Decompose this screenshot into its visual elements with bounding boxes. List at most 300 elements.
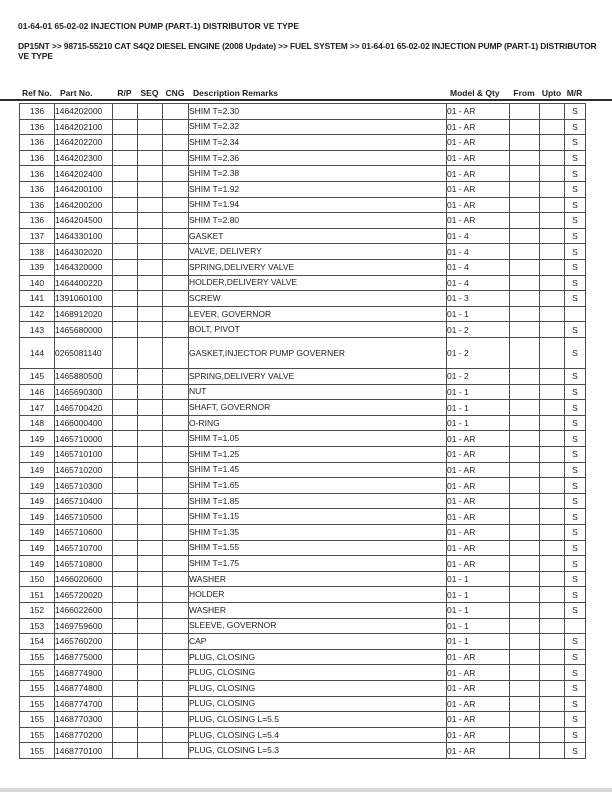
cell-mr: S <box>565 447 586 463</box>
table-row <box>20 275 586 291</box>
cell-from <box>510 649 540 665</box>
cell-upto <box>540 306 565 322</box>
cell-ref-no: 155 <box>20 649 55 665</box>
cell-cng <box>163 104 189 120</box>
cell-part-no: 1466020600 <box>55 571 113 587</box>
cell-part-no: 1468774800 <box>55 680 113 696</box>
cell-cng <box>163 587 189 603</box>
cell-upto <box>540 291 565 307</box>
cell-from <box>510 603 540 619</box>
table-row <box>20 213 586 229</box>
cell-ref-no: 146 <box>20 384 55 400</box>
cell-ref-no: 136 <box>20 119 55 135</box>
cell-cng <box>163 384 189 400</box>
cell-cng <box>163 478 189 494</box>
cell-model-qty: 01 - AR <box>447 665 510 681</box>
cell-seq <box>138 322 163 338</box>
cell-model-qty: 01 - 1 <box>447 634 510 650</box>
cell-cng <box>163 603 189 619</box>
cell-seq <box>138 244 163 260</box>
cell-seq <box>138 259 163 275</box>
cell-from <box>510 181 540 197</box>
cell-model-qty: 01 - 1 <box>447 571 510 587</box>
cell-part-no: 1465710700 <box>55 540 113 556</box>
column-header-rp: R/P <box>117 88 132 98</box>
cell-cng <box>163 556 189 572</box>
cell-seq <box>138 306 163 322</box>
column-header-cng: CNG <box>165 88 185 98</box>
cell-rp <box>113 135 138 151</box>
cell-part-no: 1464302020 <box>55 244 113 260</box>
cell-mr: S <box>565 291 586 307</box>
cell-cng <box>163 322 189 338</box>
table-row <box>20 244 586 260</box>
cell-upto <box>540 696 565 712</box>
cell-mr: S <box>565 104 586 120</box>
cell-rp <box>113 680 138 696</box>
cell-mr: S <box>565 166 586 182</box>
cell-seq <box>138 228 163 244</box>
cell-ref-no: 154 <box>20 634 55 650</box>
cell-part-no: 1465710200 <box>55 462 113 478</box>
cell-part-no: 1465880500 <box>55 369 113 385</box>
cell-description-remarks: HOLDER <box>189 587 447 603</box>
cell-rp <box>113 712 138 728</box>
cell-mr: S <box>565 696 586 712</box>
cell-upto <box>540 150 565 166</box>
cell-description-remarks: SHIM T=1.92 <box>189 181 447 197</box>
table-row <box>20 634 586 650</box>
cell-seq <box>138 727 163 743</box>
cell-ref-no: 136 <box>20 213 55 229</box>
cell-from <box>510 540 540 556</box>
cell-ref-no: 141 <box>20 291 55 307</box>
cell-part-no: 1465710000 <box>55 431 113 447</box>
cell-cng <box>163 540 189 556</box>
cell-model-qty: 01 - 4 <box>447 228 510 244</box>
cell-seq <box>138 525 163 541</box>
cell-seq <box>138 712 163 728</box>
table-row <box>20 696 586 712</box>
cell-upto <box>540 618 565 634</box>
cell-from <box>510 197 540 213</box>
cell-from <box>510 166 540 182</box>
cell-upto <box>540 384 565 400</box>
cell-from <box>510 696 540 712</box>
cell-cng <box>163 119 189 135</box>
table-row <box>20 166 586 182</box>
cell-upto <box>540 727 565 743</box>
cell-model-qty: 01 - 1 <box>447 587 510 603</box>
table-row <box>20 618 586 634</box>
cell-rp <box>113 462 138 478</box>
cell-cng <box>163 509 189 525</box>
table-row <box>20 587 586 603</box>
cell-mr: S <box>565 259 586 275</box>
cell-rp <box>113 634 138 650</box>
cell-model-qty: 01 - 1 <box>447 400 510 416</box>
cell-upto <box>540 259 565 275</box>
cell-from <box>510 384 540 400</box>
table-row <box>20 462 586 478</box>
cell-seq <box>138 150 163 166</box>
cell-part-no: 1464400220 <box>55 275 113 291</box>
cell-from <box>510 447 540 463</box>
cell-rp <box>113 603 138 619</box>
cell-cng <box>163 493 189 509</box>
cell-mr: S <box>565 400 586 416</box>
cell-mr: S <box>565 727 586 743</box>
cell-cng <box>163 150 189 166</box>
cell-model-qty: 01 - 1 <box>447 306 510 322</box>
cell-rp <box>113 213 138 229</box>
column-header-from: From <box>513 88 535 98</box>
cell-part-no: 1465700420 <box>55 400 113 416</box>
cell-description-remarks: SHIM T=1.25 <box>189 447 447 463</box>
table-row <box>20 478 586 494</box>
cell-rp <box>113 525 138 541</box>
cell-from <box>510 244 540 260</box>
cell-rp <box>113 228 138 244</box>
cell-mr: S <box>565 743 586 759</box>
cell-rp <box>113 727 138 743</box>
cell-seq <box>138 509 163 525</box>
cell-upto <box>540 603 565 619</box>
cell-description-remarks: CAP <box>189 634 447 650</box>
cell-model-qty: 01 - AR <box>447 743 510 759</box>
cell-rp <box>113 431 138 447</box>
cell-mr: S <box>565 415 586 431</box>
cell-description-remarks: WASHER <box>189 571 447 587</box>
cell-mr: S <box>565 119 586 135</box>
cell-description-remarks: PLUG, CLOSING L=5.4 <box>189 727 447 743</box>
cell-ref-no: 145 <box>20 369 55 385</box>
cell-part-no: 1464202300 <box>55 150 113 166</box>
cell-description-remarks: SHAFT, GOVERNOR <box>189 400 447 416</box>
cell-part-no: 1468774900 <box>55 665 113 681</box>
cell-ref-no: 136 <box>20 104 55 120</box>
cell-model-qty: 01 - 2 <box>447 369 510 385</box>
cell-rp <box>113 649 138 665</box>
cell-cng <box>163 618 189 634</box>
cell-from <box>510 509 540 525</box>
cell-seq <box>138 743 163 759</box>
cell-description-remarks: O-RING <box>189 415 447 431</box>
cell-mr: S <box>565 462 586 478</box>
cell-from <box>510 400 540 416</box>
cell-cng <box>163 181 189 197</box>
cell-model-qty: 01 - 2 <box>447 337 510 368</box>
cell-mr: S <box>565 275 586 291</box>
cell-cng <box>163 712 189 728</box>
cell-part-no: 1465710600 <box>55 525 113 541</box>
cell-from <box>510 743 540 759</box>
cell-description-remarks: LEVER, GOVERNOR <box>189 306 447 322</box>
table-row <box>20 649 586 665</box>
cell-mr: S <box>565 587 586 603</box>
cell-ref-no: 155 <box>20 727 55 743</box>
cell-upto <box>540 478 565 494</box>
cell-seq <box>138 618 163 634</box>
cell-ref-no: 155 <box>20 743 55 759</box>
cell-ref-no: 149 <box>20 478 55 494</box>
cell-model-qty: 01 - 1 <box>447 384 510 400</box>
table-row <box>20 493 586 509</box>
cell-ref-no: 155 <box>20 696 55 712</box>
cell-rp <box>113 447 138 463</box>
cell-seq <box>138 680 163 696</box>
cell-mr: S <box>565 649 586 665</box>
cell-description-remarks: GASKET <box>189 228 447 244</box>
cell-description-remarks: SHIM T=1.94 <box>189 197 447 213</box>
cell-cng <box>163 337 189 368</box>
cell-description-remarks: HOLDER,DELIVERY VALVE <box>189 275 447 291</box>
table-row <box>20 571 586 587</box>
cell-cng <box>163 306 189 322</box>
cell-mr <box>565 306 586 322</box>
cell-seq <box>138 197 163 213</box>
cell-ref-no: 150 <box>20 571 55 587</box>
cell-part-no: 1464204500 <box>55 213 113 229</box>
cell-part-no: 1469759600 <box>55 618 113 634</box>
cell-rp <box>113 275 138 291</box>
cell-upto <box>540 400 565 416</box>
cell-mr: S <box>565 571 586 587</box>
cell-model-qty: 01 - AR <box>447 197 510 213</box>
cell-rp <box>113 540 138 556</box>
cell-cng <box>163 197 189 213</box>
cell-cng <box>163 415 189 431</box>
breadcrumb: DP15NT >> 98715-55210 CAT S4Q2 DIESEL ENGINE (2008 Update) >> FUEL SYSTEM >> 01-64-01 65-02-02 INJECTION PUMP (PART-1) DISTRIBUTOR VE TYPE <box>18 41 597 62</box>
cell-description-remarks: SHIM T=1.35 <box>189 525 447 541</box>
cell-mr: S <box>565 509 586 525</box>
cell-from <box>510 556 540 572</box>
table-row <box>20 712 586 728</box>
table-row <box>20 291 586 307</box>
cell-model-qty: 01 - AR <box>447 447 510 463</box>
table-row <box>20 727 586 743</box>
cell-description-remarks: PLUG, CLOSING <box>189 696 447 712</box>
cell-upto <box>540 447 565 463</box>
cell-model-qty: 01 - 4 <box>447 259 510 275</box>
cell-from <box>510 228 540 244</box>
cell-rp <box>113 181 138 197</box>
cell-seq <box>138 493 163 509</box>
cell-seq <box>138 478 163 494</box>
cell-mr: S <box>565 181 586 197</box>
cell-ref-no: 143 <box>20 322 55 338</box>
cell-mr: S <box>565 322 586 338</box>
cell-cng <box>163 743 189 759</box>
cell-seq <box>138 696 163 712</box>
cell-cng <box>163 727 189 743</box>
cell-ref-no: 136 <box>20 135 55 151</box>
cell-upto <box>540 369 565 385</box>
cell-ref-no: 142 <box>20 306 55 322</box>
cell-mr: S <box>565 369 586 385</box>
cell-seq <box>138 447 163 463</box>
cell-ref-no: 137 <box>20 228 55 244</box>
cell-upto <box>540 322 565 338</box>
cell-model-qty: 01 - AR <box>447 213 510 229</box>
cell-rp <box>113 244 138 260</box>
cell-rp <box>113 369 138 385</box>
cell-model-qty: 01 - AR <box>447 119 510 135</box>
cell-model-qty: 01 - AR <box>447 150 510 166</box>
cell-part-no: 1464202400 <box>55 166 113 182</box>
cell-ref-no: 139 <box>20 259 55 275</box>
cell-model-qty: 01 - AR <box>447 478 510 494</box>
cell-description-remarks: SHIM T=2.38 <box>189 166 447 182</box>
cell-part-no: 1465710400 <box>55 493 113 509</box>
cell-mr: S <box>565 135 586 151</box>
cell-part-no: 1464202200 <box>55 135 113 151</box>
column-header-upto: Upto <box>541 88 562 98</box>
cell-mr: S <box>565 478 586 494</box>
cell-upto <box>540 135 565 151</box>
cell-description-remarks: SHIM T=1.75 <box>189 556 447 572</box>
cell-part-no: 1464330100 <box>55 228 113 244</box>
cell-from <box>510 275 540 291</box>
cell-rp <box>113 104 138 120</box>
cell-mr: S <box>565 244 586 260</box>
cell-from <box>510 369 540 385</box>
cell-upto <box>540 431 565 447</box>
cell-part-no: 1466022600 <box>55 603 113 619</box>
cell-upto <box>540 119 565 135</box>
cell-description-remarks: SCREW <box>189 291 447 307</box>
cell-description-remarks: SHIM T=1.65 <box>189 478 447 494</box>
cell-seq <box>138 384 163 400</box>
cell-model-qty: 01 - AR <box>447 680 510 696</box>
cell-mr: S <box>565 337 586 368</box>
cell-description-remarks: SPRING,DELIVERY VALVE <box>189 259 447 275</box>
cell-rp <box>113 322 138 338</box>
cell-cng <box>163 275 189 291</box>
cell-ref-no: 149 <box>20 556 55 572</box>
cell-upto <box>540 509 565 525</box>
cell-ref-no: 149 <box>20 462 55 478</box>
cell-description-remarks: PLUG, CLOSING <box>189 649 447 665</box>
cell-ref-no: 136 <box>20 150 55 166</box>
cell-part-no: 1391060100 <box>55 291 113 307</box>
cell-part-no: 1465680000 <box>55 322 113 338</box>
cell-description-remarks: PLUG, CLOSING <box>189 680 447 696</box>
table-row <box>20 119 586 135</box>
cell-description-remarks: SHIM T=1.85 <box>189 493 447 509</box>
cell-model-qty: 01 - AR <box>447 135 510 151</box>
cell-description-remarks: VALVE, DELIVERY <box>189 244 447 260</box>
cell-part-no: 1465710300 <box>55 478 113 494</box>
cell-model-qty: 01 - 1 <box>447 603 510 619</box>
cell-upto <box>540 556 565 572</box>
cell-part-no: 1464200100 <box>55 181 113 197</box>
cell-from <box>510 150 540 166</box>
cell-mr: S <box>565 228 586 244</box>
cell-description-remarks: PLUG, CLOSING <box>189 665 447 681</box>
cell-from <box>510 337 540 368</box>
cell-part-no: 1465710100 <box>55 447 113 463</box>
cell-ref-no: 136 <box>20 166 55 182</box>
cell-model-qty: 01 - AR <box>447 104 510 120</box>
cell-mr: S <box>565 384 586 400</box>
cell-from <box>510 478 540 494</box>
cell-ref-no: 149 <box>20 540 55 556</box>
cell-mr: S <box>565 197 586 213</box>
cell-upto <box>540 665 565 681</box>
cell-rp <box>113 384 138 400</box>
cell-from <box>510 135 540 151</box>
cell-mr: S <box>565 431 586 447</box>
cell-seq <box>138 462 163 478</box>
cell-cng <box>163 431 189 447</box>
cell-model-qty: 01 - 1 <box>447 415 510 431</box>
cell-rp <box>113 556 138 572</box>
cell-ref-no: 136 <box>20 197 55 213</box>
parts-table <box>19 103 586 759</box>
cell-model-qty: 01 - 2 <box>447 322 510 338</box>
cell-from <box>510 665 540 681</box>
cell-rp <box>113 587 138 603</box>
cell-rp <box>113 197 138 213</box>
cell-upto <box>540 181 565 197</box>
cell-cng <box>163 571 189 587</box>
cell-cng <box>163 447 189 463</box>
cell-part-no: 1468770300 <box>55 712 113 728</box>
cell-part-no: 1468912020 <box>55 306 113 322</box>
cell-upto <box>540 244 565 260</box>
cell-upto <box>540 540 565 556</box>
cell-upto <box>540 462 565 478</box>
cell-ref-no: 155 <box>20 712 55 728</box>
cell-cng <box>163 665 189 681</box>
page-title: 01-64-01 65-02-02 INJECTION PUMP (PART-1) DISTRIBUTOR VE TYPE <box>18 21 300 31</box>
cell-description-remarks: SHIM T=2.32 <box>189 119 447 135</box>
cell-seq <box>138 213 163 229</box>
cell-description-remarks: SLEEVE, GOVERNOR <box>189 618 447 634</box>
table-row <box>20 509 586 525</box>
cell-from <box>510 415 540 431</box>
cell-description-remarks: PLUG, CLOSING L=5.5 <box>189 712 447 728</box>
table-row <box>20 400 586 416</box>
cell-part-no: 1464320000 <box>55 259 113 275</box>
cell-ref-no: 144 <box>20 337 55 368</box>
table-row <box>20 369 586 385</box>
cell-upto <box>540 525 565 541</box>
cell-ref-no: 153 <box>20 618 55 634</box>
cell-part-no: 1466000400 <box>55 415 113 431</box>
cell-description-remarks: SPRING,DELIVERY VALVE <box>189 369 447 385</box>
cell-description-remarks: SHIM T=2.36 <box>189 150 447 166</box>
cell-ref-no: 155 <box>20 665 55 681</box>
cell-ref-no: 148 <box>20 415 55 431</box>
cell-seq <box>138 181 163 197</box>
cell-cng <box>163 135 189 151</box>
cell-upto <box>540 275 565 291</box>
table-row <box>20 197 586 213</box>
cell-cng <box>163 228 189 244</box>
cell-from <box>510 322 540 338</box>
column-header-part-no: Part No. <box>60 88 93 98</box>
cell-model-qty: 01 - AR <box>447 462 510 478</box>
cell-description-remarks: SHIM T=2.30 <box>189 104 447 120</box>
column-header-seq: SEQ <box>140 88 159 98</box>
cell-description-remarks: WASHER <box>189 603 447 619</box>
cell-seq <box>138 587 163 603</box>
cell-from <box>510 587 540 603</box>
cell-ref-no: 149 <box>20 509 55 525</box>
table-row <box>20 337 586 368</box>
